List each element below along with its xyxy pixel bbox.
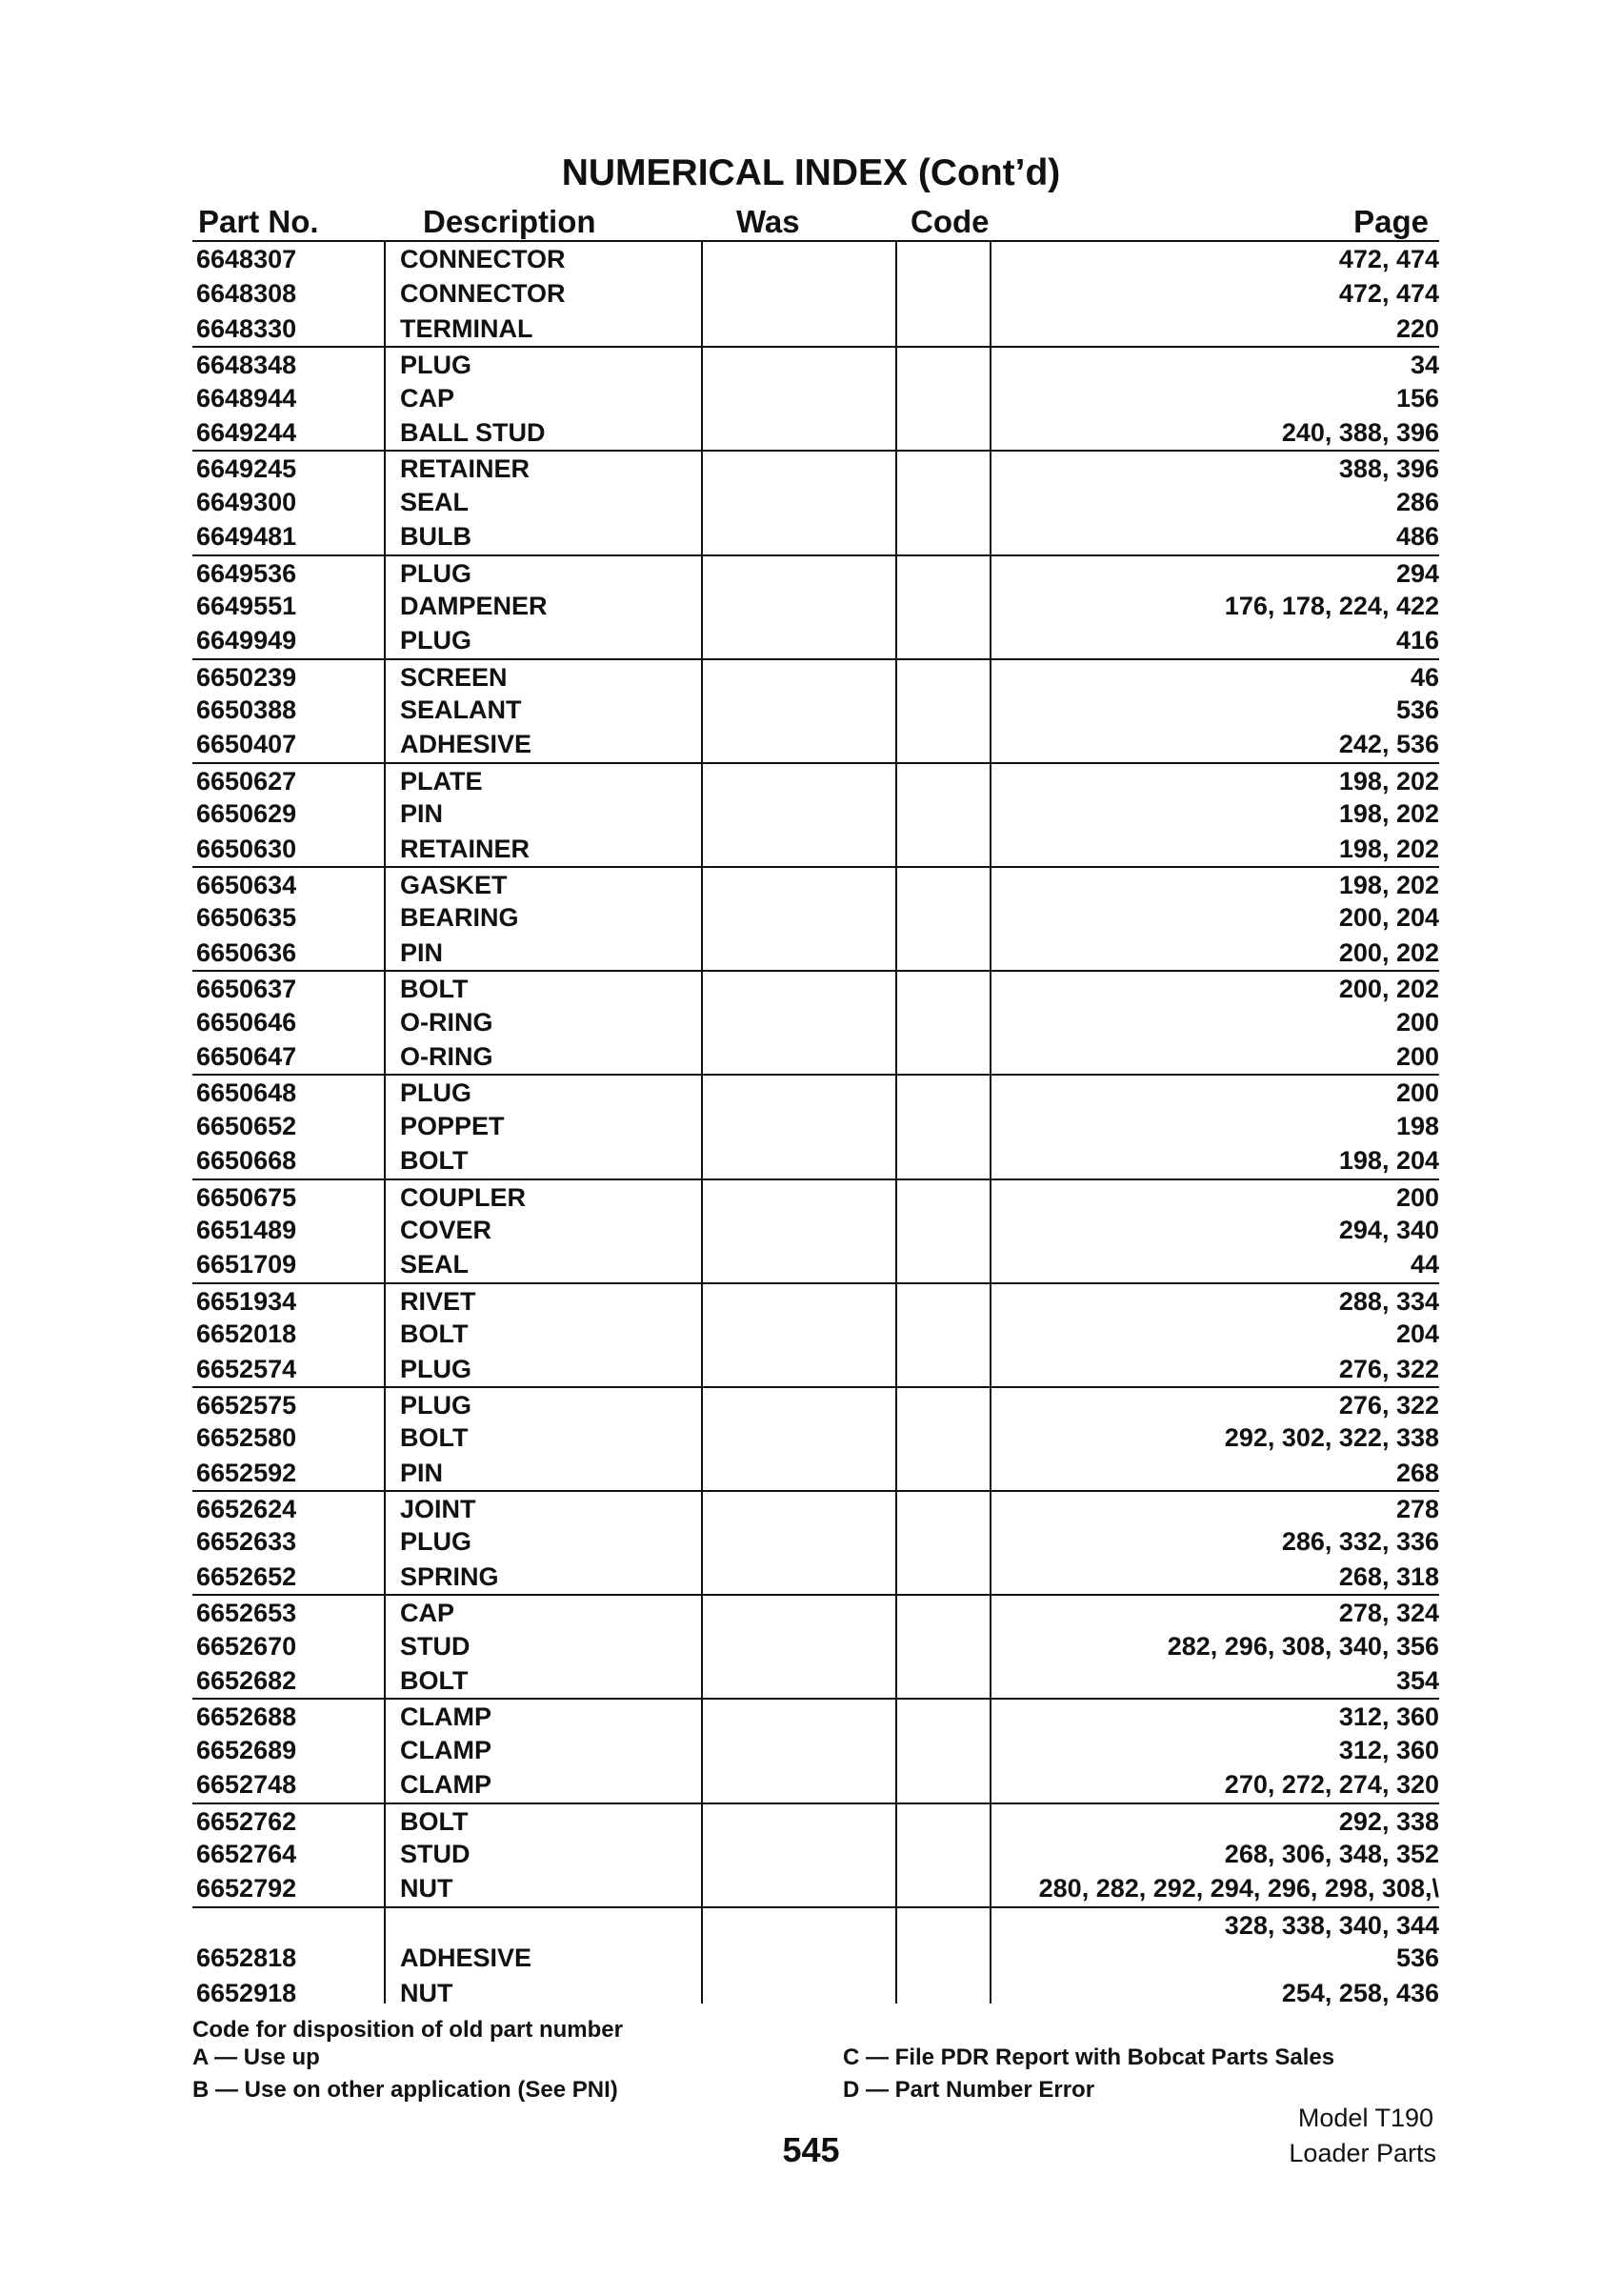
page-reference: 220 (1395, 313, 1439, 343)
part-description: BOLT (400, 1319, 469, 1349)
part-number: 6652748 (196, 1770, 297, 1800)
table-row (192, 1594, 1439, 1628)
part-number: 6650636 (196, 937, 297, 967)
part-number: 6652574 (196, 1354, 297, 1383)
part-number: 6652018 (196, 1319, 297, 1349)
part-description: NUT (400, 1874, 453, 1903)
column-header-code: Code (911, 204, 990, 239)
page-reference: 200 (1395, 1182, 1439, 1212)
page-reference: 294, 340 (1338, 1215, 1439, 1244)
part-description: PIN (400, 1458, 444, 1487)
page-reference: 44 (1410, 1250, 1439, 1279)
part-number: 6652764 (196, 1839, 297, 1868)
part-description: COVER (400, 1215, 492, 1244)
part-number: 6650648 (196, 1078, 297, 1108)
page-reference: 536 (1395, 1944, 1439, 1973)
page-reference: 156 (1395, 383, 1439, 413)
page-reference: 536 (1395, 695, 1439, 725)
page-reference: 278, 324 (1338, 1599, 1439, 1628)
part-description: SPRING (400, 1561, 499, 1591)
page-reference: 276, 322 (1338, 1390, 1439, 1420)
table-row (192, 450, 1439, 484)
table-row (192, 485, 1439, 519)
legend-code-a: A — Use up (192, 2044, 320, 2070)
table-row (192, 1213, 1439, 1247)
page-reference: 204 (1395, 1319, 1439, 1349)
part-number: 6650668 (196, 1146, 297, 1176)
part-description: BOLT (400, 1423, 469, 1453)
table-row (192, 1074, 1439, 1108)
table-row (192, 589, 1439, 623)
table-row (192, 693, 1439, 727)
part-description: CLAMP (400, 1770, 491, 1800)
part-number: 6649245 (196, 454, 297, 484)
table-row (192, 970, 1439, 1004)
column-header-page: Page (1353, 204, 1429, 239)
table-row (192, 346, 1439, 380)
part-number: 6652818 (196, 1944, 297, 1973)
page-reference: 286, 332, 336 (1281, 1527, 1439, 1557)
page-reference: 176, 178, 224, 422 (1224, 591, 1439, 620)
part-description: BALL STUD (400, 417, 546, 447)
table-row (192, 1941, 1439, 1975)
page-reference: 200 (1395, 1041, 1439, 1071)
table-row (192, 381, 1439, 415)
page-reference: 292, 338 (1338, 1806, 1439, 1836)
part-description: SEALANT (400, 695, 522, 725)
part-description: PLUG (400, 1354, 472, 1383)
legend-code-b: B — Use on other application (See PNI) (192, 2077, 618, 2103)
part-description: BEARING (400, 903, 519, 933)
table-row (192, 1524, 1439, 1559)
page-reference: 278 (1395, 1495, 1439, 1524)
part-description: PLUG (400, 351, 472, 380)
table-row (192, 1837, 1439, 1871)
page-reference: 198, 202 (1338, 871, 1439, 900)
part-description: CLAMP (400, 1735, 491, 1764)
legend-title: Code for disposition of old part number (192, 2017, 623, 2043)
table-row (192, 1247, 1439, 1281)
part-description: STUD (400, 1839, 471, 1868)
page-reference: 200, 202 (1338, 937, 1439, 967)
table-row (192, 1906, 1439, 1941)
part-number: 6650629 (196, 799, 297, 829)
part-number: 6649300 (196, 487, 297, 516)
table-row (192, 1109, 1439, 1143)
table-row (192, 796, 1439, 831)
part-number: 6651709 (196, 1250, 297, 1279)
part-number: 6652792 (196, 1874, 297, 1903)
part-description: PLUG (400, 1527, 472, 1557)
table-row (192, 519, 1439, 554)
part-number: 6650647 (196, 1041, 297, 1071)
table-row (192, 554, 1439, 589)
table-row (192, 312, 1439, 346)
page-reference: 472, 474 (1338, 245, 1439, 273)
page-reference: 416 (1395, 626, 1439, 655)
part-number: 6649949 (196, 626, 297, 655)
part-description: GASKET (400, 871, 508, 900)
part-number: 6650637 (196, 975, 297, 1004)
part-number: 6652689 (196, 1735, 297, 1764)
table-row (192, 762, 1439, 796)
part-description: BOLT (400, 1146, 469, 1176)
part-number: 6649536 (196, 558, 297, 588)
part-description: PLUG (400, 626, 472, 655)
part-description: NUT (400, 1978, 453, 2007)
table-row (192, 1282, 1439, 1317)
part-description: COUPLER (400, 1182, 527, 1212)
column-header-part-no: Part No. (198, 204, 319, 239)
table-row (192, 276, 1439, 311)
part-number: 6650675 (196, 1182, 297, 1212)
page-reference: 276, 322 (1338, 1354, 1439, 1383)
part-description: RIVET (400, 1286, 476, 1316)
part-number: 6652624 (196, 1495, 297, 1524)
table-row (192, 1456, 1439, 1490)
part-number: 6652575 (196, 1390, 297, 1420)
page-reference: 198, 202 (1338, 799, 1439, 829)
part-number: 6650652 (196, 1111, 297, 1140)
page-reference: 294 (1395, 558, 1439, 588)
page-reference: 288, 334 (1338, 1286, 1439, 1316)
part-description: CONNECTOR (400, 245, 566, 273)
part-number: 6652652 (196, 1561, 297, 1591)
table-row (192, 727, 1439, 761)
table-row (192, 1352, 1439, 1386)
table-row (192, 1767, 1439, 1802)
part-description: RETAINER (400, 834, 531, 863)
page-reference: 472, 474 (1338, 279, 1439, 309)
part-description: TERMINAL (400, 313, 533, 343)
page-title: NUMERICAL INDEX (Cont’d) (561, 152, 1061, 193)
part-description: PLUG (400, 1078, 472, 1108)
table-row (192, 1803, 1439, 1837)
table-row (192, 900, 1439, 935)
part-description: SEAL (400, 1250, 470, 1279)
part-number: 6648308 (196, 279, 297, 309)
part-description: DAMPENER (400, 591, 548, 620)
table-row (192, 415, 1439, 450)
part-number: 6651489 (196, 1215, 297, 1244)
part-number: 6650627 (196, 766, 297, 796)
page-reference: 198, 204 (1338, 1146, 1439, 1176)
part-description: PIN (400, 937, 444, 967)
page-reference: 242, 536 (1338, 730, 1439, 759)
table-row (192, 936, 1439, 970)
section-label: Loader Parts (1289, 2139, 1436, 2167)
part-description: RETAINER (400, 454, 531, 484)
page-reference: 268 (1395, 1458, 1439, 1487)
page-reference: 46 (1410, 662, 1439, 692)
part-number: 6652633 (196, 1527, 297, 1557)
page-reference: 198, 202 (1338, 766, 1439, 796)
part-description: CONNECTOR (400, 279, 566, 309)
page-reference: 254, 258, 436 (1281, 1978, 1439, 2007)
table-row (192, 1178, 1439, 1213)
page-reference: 268, 306, 348, 352 (1224, 1839, 1439, 1868)
table-row (192, 1733, 1439, 1767)
part-number: 6652653 (196, 1599, 297, 1628)
part-number: 6650634 (196, 871, 297, 900)
part-description: BOLT (400, 1666, 469, 1696)
part-description: CAP (400, 383, 455, 413)
page-number: 545 (782, 2130, 840, 2169)
page-reference: 34 (1410, 351, 1439, 380)
part-number: 6648944 (196, 383, 297, 413)
part-description: ADHESIVE (400, 730, 532, 759)
page-reference: 268, 318 (1338, 1561, 1439, 1591)
part-number: 6650646 (196, 1007, 297, 1037)
part-description: BULB (400, 522, 471, 552)
part-number: 6650630 (196, 834, 297, 863)
table-row (192, 1560, 1439, 1594)
page-reference: 292, 302, 322, 338 (1224, 1423, 1439, 1453)
table-row (192, 1420, 1439, 1455)
table-row (192, 1629, 1439, 1663)
page-reference: 198 (1395, 1111, 1439, 1140)
table-row (192, 1039, 1439, 1074)
part-description: O-RING (400, 1041, 493, 1071)
part-number: 6649481 (196, 522, 297, 552)
page-reference: 198, 202 (1339, 832, 1439, 868)
table-row (192, 658, 1439, 693)
part-description: PIN (400, 799, 444, 829)
part-number: 6650407 (196, 730, 297, 759)
column-header-description: Description (423, 204, 596, 239)
part-description: PLUG (400, 558, 472, 588)
page-reference: 282, 296, 308, 340, 356 (1167, 1631, 1439, 1661)
part-description: STUD (400, 1631, 471, 1661)
page-reference: 200, 204 (1338, 903, 1439, 933)
part-number: 6648307 (196, 245, 297, 273)
part-number: 6649551 (196, 591, 297, 620)
page-reference: 312, 360 (1338, 1702, 1439, 1732)
table-row (192, 1317, 1439, 1351)
part-description: PLUG (400, 1390, 472, 1420)
part-description: BOLT (400, 1806, 469, 1836)
legend-code-d: D — Part Number Error (843, 2077, 1095, 2103)
page-reference: 486 (1395, 522, 1439, 552)
part-number: 6650635 (196, 903, 297, 933)
page-reference: 388, 396 (1338, 454, 1439, 484)
part-description: CAP (400, 1599, 455, 1628)
part-description: ADHESIVE (400, 1944, 532, 1973)
part-number: 6650239 (196, 662, 297, 692)
part-description: JOINT (400, 1495, 476, 1524)
table-row (192, 1976, 1439, 2010)
page-reference: 200 (1395, 1078, 1439, 1108)
page-reference: 280, 282, 292, 294, 296, 298, 308,\ (1039, 1871, 1439, 1907)
part-description: SEAL (400, 487, 470, 516)
part-description: SCREEN (400, 662, 508, 692)
page-reference: 354 (1396, 1663, 1439, 1700)
table-row (192, 1386, 1439, 1420)
page-reference: 328, 338, 340, 344 (1224, 1910, 1439, 1940)
part-description: BOLT (400, 975, 469, 1004)
part-number: 6648330 (196, 313, 297, 343)
page-reference: 312, 360 (1338, 1735, 1439, 1764)
legend-code-c: C — File PDR Report with Bobcat Parts Sales (843, 2044, 1335, 2070)
part-number: 6649244 (196, 417, 297, 447)
part-number: 6652688 (196, 1702, 297, 1732)
table-row (192, 242, 1439, 276)
table-row (192, 1143, 1439, 1178)
part-number: 6650388 (196, 695, 297, 725)
page-reference: 240, 388, 396 (1281, 417, 1439, 447)
part-description: O-RING (400, 1007, 493, 1037)
part-number: 6652580 (196, 1423, 297, 1453)
numerical-index-table (192, 242, 1439, 2010)
part-number: 6648348 (196, 351, 297, 380)
page-reference: 200 (1395, 1007, 1439, 1037)
page-reference: 286 (1395, 487, 1439, 516)
table-row (192, 623, 1439, 657)
part-number: 6652592 (196, 1458, 297, 1487)
part-description: PLATE (400, 766, 483, 796)
part-number: 6652762 (196, 1806, 297, 1836)
page-reference: 200, 202 (1338, 975, 1439, 1004)
table-row (192, 866, 1439, 900)
table-row (192, 1490, 1439, 1524)
part-number: 6652682 (196, 1666, 297, 1696)
part-description: CLAMP (400, 1702, 491, 1732)
table-row (192, 1698, 1439, 1732)
column-header-was: Was (736, 204, 800, 239)
table-row (192, 1005, 1439, 1039)
part-number: 6652918 (196, 1978, 297, 2007)
table-row (192, 1871, 1439, 1905)
part-number: 6651934 (196, 1286, 297, 1316)
table-row (192, 1663, 1439, 1698)
page-reference: 270, 272, 274, 320 (1225, 1767, 1439, 1803)
model-label: Model T190 (1297, 2104, 1433, 2132)
part-number: 6652670 (196, 1631, 297, 1661)
part-description: POPPET (400, 1111, 505, 1140)
table-row (192, 832, 1439, 866)
